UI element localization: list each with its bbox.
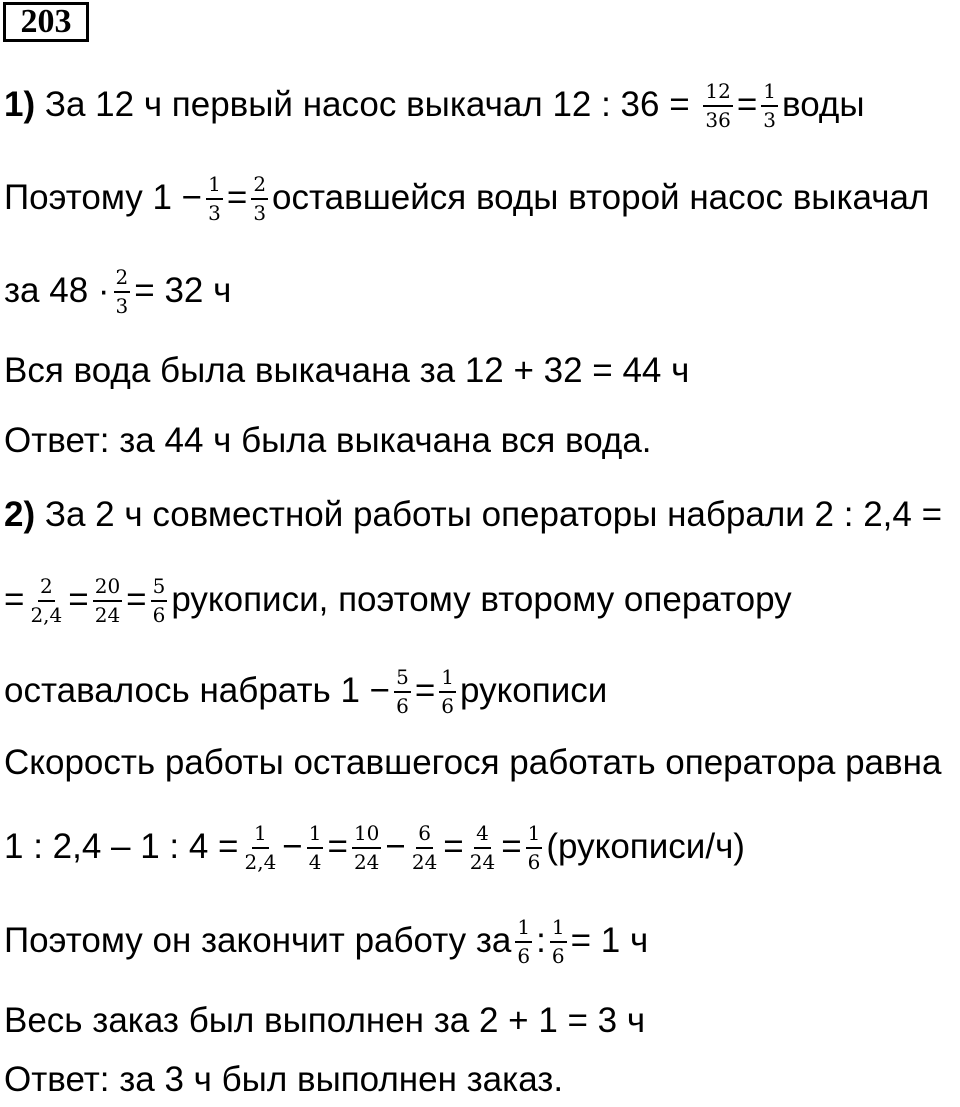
text: − — [282, 827, 303, 866]
fraction: $\frac{5}{6}$ — [396, 664, 409, 718]
part1-label: 1) — [4, 85, 36, 124]
text: = 32 ч — [134, 271, 232, 310]
part1-line2 — [4, 163, 929, 233]
text: − — [385, 827, 406, 866]
text: = — [736, 85, 758, 124]
fraction: $\frac{2}{3}$ — [115, 264, 129, 318]
text: (рукописи/ч) — [546, 827, 745, 866]
fraction: $\frac{1}{6}$ — [551, 914, 565, 968]
text: = — [68, 580, 89, 619]
text: = — [4, 580, 25, 619]
problem-number-badge: 203 — [3, 2, 89, 42]
fraction: $\frac{1}{3}$ — [208, 171, 221, 225]
fraction: $\frac{1}{6}$ — [441, 664, 455, 718]
text: = — [126, 580, 147, 619]
text: За 12 ч первый насос выкачал 12 : 36 = — [35, 85, 700, 124]
part2-label: 2) — [4, 495, 36, 534]
fraction: $\frac{10}{24}$ — [353, 820, 380, 874]
text: = 1 ч — [570, 921, 649, 960]
text: воды — [782, 85, 865, 124]
text: Скорость работы оставшегося работать оператора равна — [4, 743, 942, 782]
text: Ответ: за 44 ч была выкачана вся вода. — [4, 421, 652, 460]
text: оставшейся воды второй насос выкачал — [272, 178, 930, 217]
part2-answer — [4, 1056, 563, 1104]
part2-line1 — [4, 480, 942, 550]
part2-line2 — [4, 565, 792, 635]
part1-line1 — [4, 70, 865, 140]
part1-line4 — [4, 336, 689, 406]
fraction: $\frac{2}{2,4}$ — [30, 573, 63, 627]
fraction: $\frac{1}{3}$ — [763, 78, 777, 132]
fraction: $\frac{20}{24}$ — [94, 573, 121, 627]
fraction: $\frac{5}{6}$ — [152, 573, 166, 627]
fraction: $\frac{1}{4}$ — [308, 820, 322, 874]
part2-line7 — [4, 986, 645, 1056]
text: = — [414, 671, 436, 710]
text: оставалось набрать 1 − — [4, 671, 391, 710]
text: Поэтому 1 − — [4, 178, 203, 217]
text: За 2 ч совместной работы операторы набрали 2 : 2,4 = — [35, 495, 943, 534]
fraction: $\frac{4}{24}$ — [469, 820, 496, 874]
part2-line5 — [4, 812, 745, 882]
part2-line4 — [4, 728, 941, 798]
text: = — [226, 178, 248, 217]
fraction: $\frac{6}{24}$ — [411, 820, 438, 874]
part2-line3 — [4, 656, 607, 726]
text: Весь заказ был выполнен за 2 + 1 = 3 ч — [4, 1001, 646, 1040]
part1-line3 — [4, 256, 231, 326]
fraction: $\frac{2}{3}$ — [253, 171, 267, 225]
text: рукописи, поэтому второму оператору — [171, 580, 792, 619]
text: Поэтому он закончит работу за — [4, 921, 512, 960]
text: = — [443, 827, 464, 866]
text: рукописи — [460, 671, 608, 710]
fraction: $\frac{1}{6}$ — [527, 820, 541, 874]
part1-answer — [4, 406, 652, 476]
text: : — [536, 921, 546, 960]
text: 1 : 2,4 – 1 : 4 = — [4, 827, 239, 866]
fraction: $\frac{1}{6}$ — [517, 914, 531, 968]
text: = — [327, 827, 348, 866]
fraction: $\frac{1}{2,4}$ — [244, 820, 277, 874]
text: = — [501, 827, 522, 866]
text: Ответ: за 3 ч был выполнен заказ. — [4, 1060, 564, 1099]
text: Вся вода была выкачана за 12 + 32 = 44 ч — [4, 351, 690, 390]
text: за 48 · — [4, 271, 110, 310]
part2-line6 — [4, 906, 648, 976]
fraction: $\frac{12}{36}$ — [705, 78, 731, 132]
